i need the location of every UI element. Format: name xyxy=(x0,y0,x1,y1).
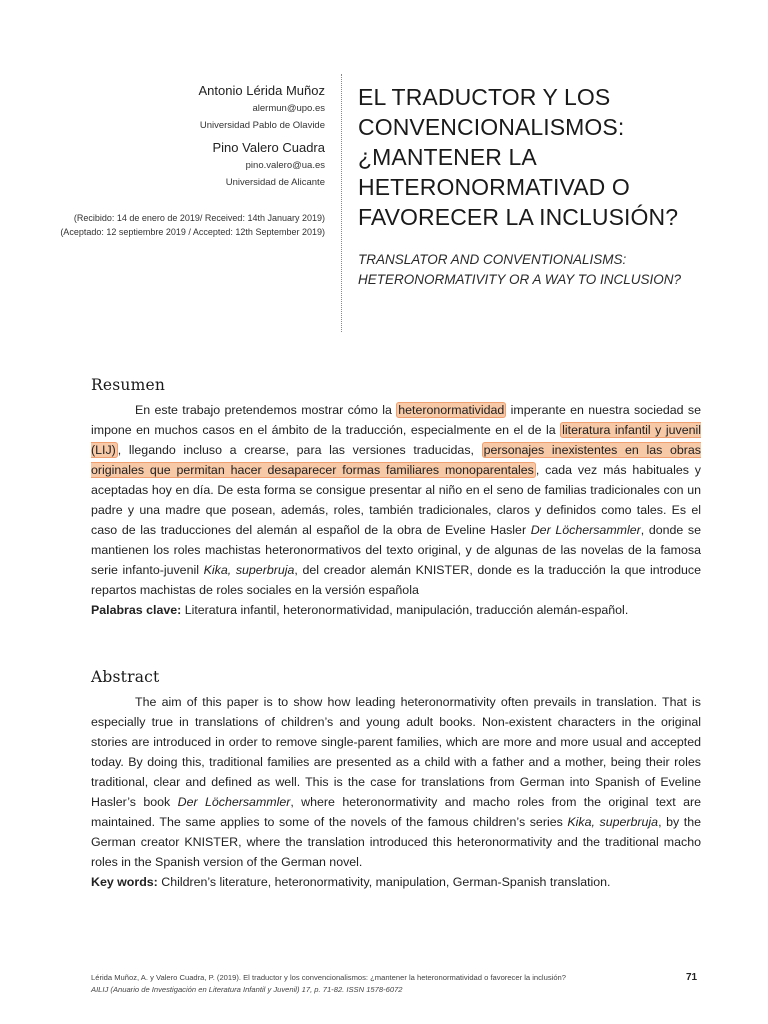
paper-subtitle: TRANSLATOR AND CONVENTIONALISMS: HETERONORMATIVITY OR A WAY TO INCLUSION? xyxy=(358,252,682,287)
author-2 xyxy=(40,139,325,191)
author-name: Pino Valero Cuadra xyxy=(212,140,325,155)
text-run: The aim of this paper is to show how leading heteronormativity often prevails in translation. That is especially true in translations of children’s and young adult books. Non-existent characters in the original stories are introduced in order to remove single-parent families, which are more and more usual and accepted today. By doing this, traditional families are presented as a child with a father and a mother, being their roles traditional, clear and defined as well. This is the case for translations from German into Spanish of Eveline Hasler’s book xyxy=(91,695,701,809)
author-affiliation: Universidad Pablo de Olavide xyxy=(199,120,325,131)
key-words xyxy=(91,872,701,892)
author-name: Antonio Lérida Muñoz xyxy=(198,83,325,98)
text-run: , where heteronormativity and macho roles from the original text are maintained. The same applies to some of the novels of the famous children’s series xyxy=(91,795,701,829)
author-email: pino.valero@ua.es xyxy=(245,160,325,171)
abstract-section xyxy=(91,668,701,892)
italic-title: Der Löchersammler xyxy=(530,523,641,537)
paper-title: EL TRADUCTOR Y LOS CONVENCIONALISMOS: ¿MANTENER LA HETERONORMATIVAD O FAVORECER LA INCLUSIÓN? xyxy=(358,84,679,230)
author-email: alermun@upo.es xyxy=(252,103,325,114)
abstract-heading: Abstract xyxy=(91,668,160,686)
column-divider xyxy=(341,74,343,332)
author-block xyxy=(40,82,325,239)
author-1 xyxy=(40,82,325,134)
palabras-clave xyxy=(91,600,701,620)
text-run: , del creador alemán KNISTER, donde es la traducción la que introduce repartos machistas de roles sociales en la versión española xyxy=(91,563,701,597)
resumen-section xyxy=(91,376,701,620)
accepted-date: (Aceptado: 12 septiembre 2019 / Accepted: 12th September 2019) xyxy=(60,227,325,237)
highlight: personajes inexistentes en las obras originales que permitan hacer desaparecer formas familiares monoparentales xyxy=(91,443,701,477)
text-run: imperante en nuestra sociedad se impone en muchos casos en el ámbito de la traducción, especialmente en el de la xyxy=(91,403,701,437)
page-number: 71 xyxy=(686,972,698,983)
submission-dates xyxy=(40,211,325,239)
italic-title: Kika, superbruja xyxy=(567,815,659,829)
highlight: literatura infantil y juvenil (LIJ) xyxy=(91,423,701,457)
received-date: (Recibido: 14 de enero de 2019/ Received: 14th January 2019) xyxy=(73,213,325,223)
abstract-text xyxy=(91,692,701,872)
keywords-text: Literatura infantil, heteronormatividad, manipulación, traducción alemán-español. xyxy=(181,603,629,617)
text-run: , cada vez más habituales y aceptadas hoy en día. De esta forma se consigue presentar al niño en el seno de familias tradicionales con un padre y una madre que posean, además, roles, también tradicionales, claros y definidos como tales. Es el caso de las traducciones del alemán al español de la obra de Eveline Hasler xyxy=(91,463,701,537)
text-run: En este trabajo pretendemos mostrar cómo la xyxy=(135,403,397,417)
keywords-text: Children’s literature, heteronormativity, manipulation, German-Spanish translation. xyxy=(157,875,611,889)
citation-line: Lérida Muñoz, A. y Valero Cuadra, P. (2019). El traductor y los convencionalismos: ¿mantener la heteronormatividad o favorecer la inclusión? xyxy=(91,973,566,982)
resumen-text xyxy=(91,400,701,600)
highlight: heteronormatividad xyxy=(398,403,505,417)
resumen-heading: Resumen xyxy=(91,376,166,394)
keywords-label: Palabras clave: xyxy=(91,603,182,617)
italic-title: Kika, superbruja xyxy=(203,563,295,577)
text-run: , by the German creator KNISTER, where the translation introduced this heteronormativity and the traditional macho roles in the Spanish version of the German novel. xyxy=(91,815,701,869)
italic-title: Der Löchersammler xyxy=(177,795,291,809)
text-run: , llegando incluso a crearse, para las versiones traducidas, xyxy=(117,443,482,457)
journal-line: AILIJ (Anuario de Investigación en Literatura Infantil y Juvenil) 17, p. 71-82. ISSN 1578-6072 xyxy=(91,985,403,994)
title-block xyxy=(358,82,738,290)
text-run: , donde se mantienen los roles machistas heteronormativos del texto original, y de algunas de las novelas de la famosa serie infanto-juvenil xyxy=(91,523,702,577)
citation-footer xyxy=(91,972,701,996)
keywords-label: Key words: xyxy=(91,875,158,889)
author-affiliation: Universidad de Alicante xyxy=(225,177,325,188)
